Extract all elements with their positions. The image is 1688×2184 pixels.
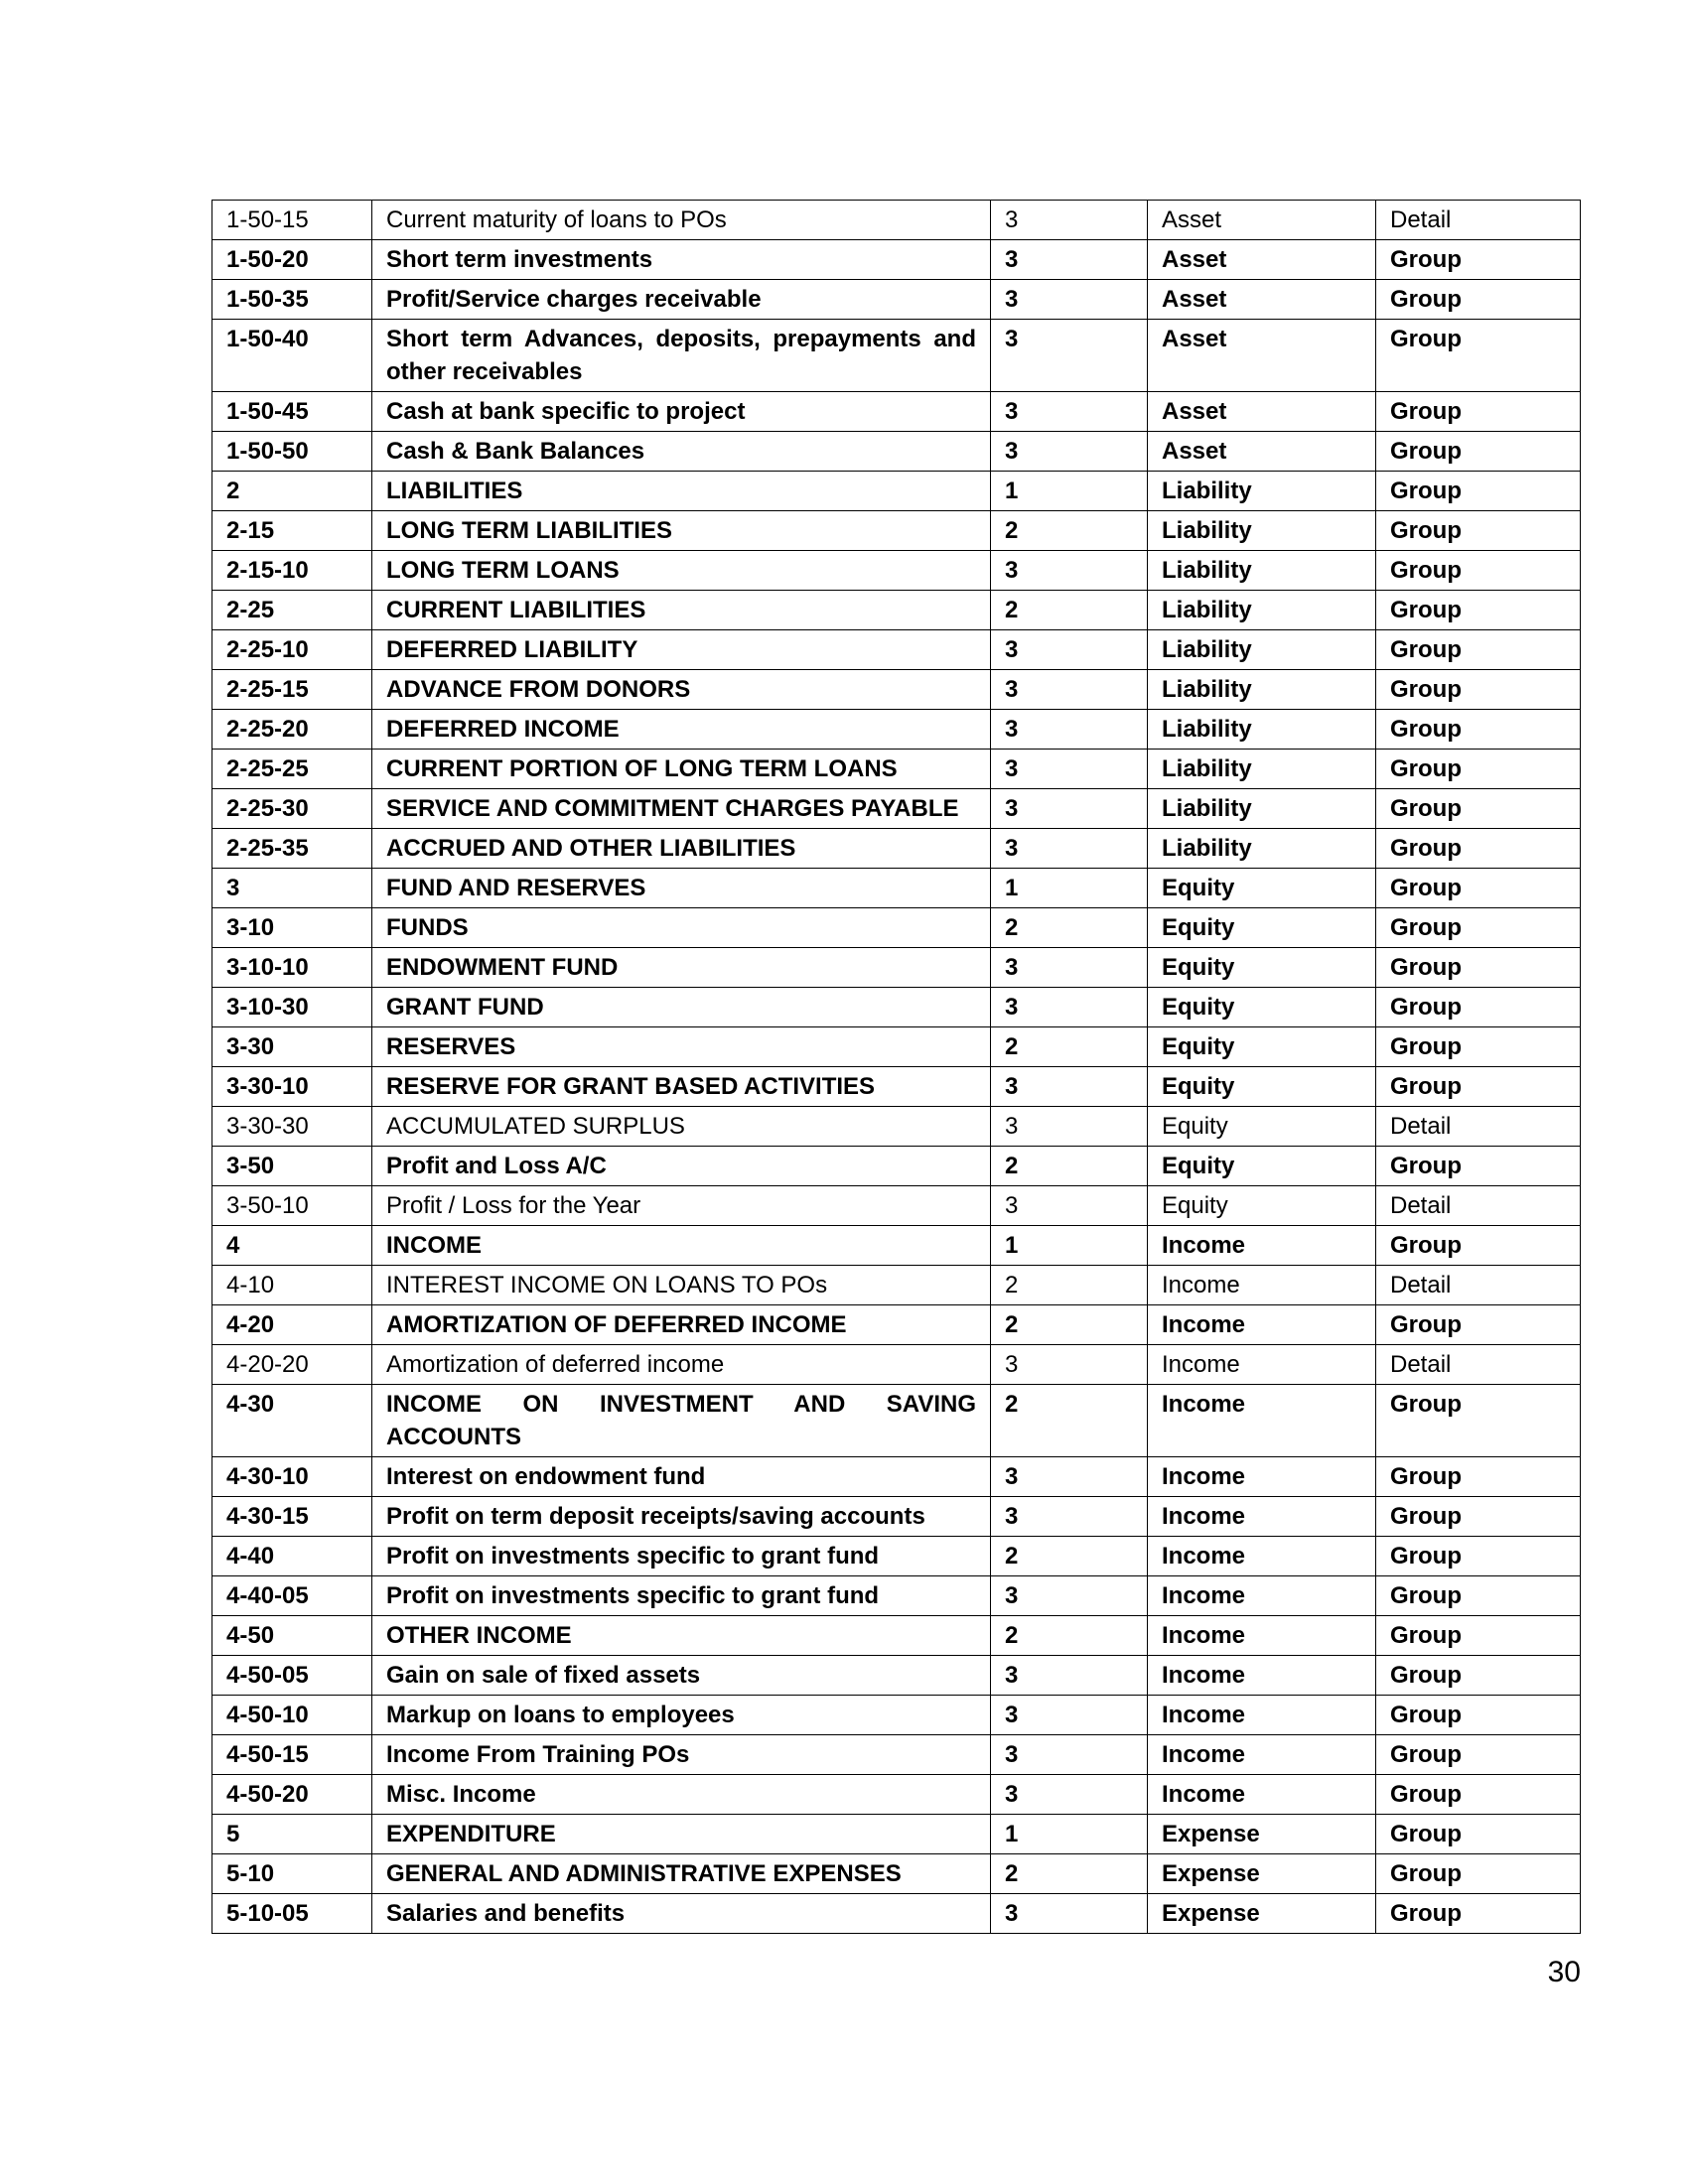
account-code-cell: 3-30	[212, 1027, 372, 1067]
table-row	[212, 1735, 1581, 1775]
account-kind-cell: Group	[1376, 1576, 1581, 1616]
account-code-cell: 1-50-45	[212, 392, 372, 432]
account-kind-cell: Group	[1376, 1305, 1581, 1345]
account-code-cell: 3-10	[212, 908, 372, 948]
chart-of-accounts-table	[211, 200, 1581, 1934]
account-type-cell: Income	[1148, 1616, 1376, 1656]
account-code-cell: 4-50-10	[212, 1696, 372, 1735]
account-description-cell: INCOME	[372, 1226, 991, 1266]
table-row	[212, 591, 1581, 630]
account-code-cell: 5-10	[212, 1854, 372, 1894]
account-kind-cell: Detail	[1376, 1186, 1581, 1226]
account-type-cell: Equity	[1148, 948, 1376, 988]
account-kind-cell: Group	[1376, 789, 1581, 829]
account-description-cell: AMORTIZATION OF DEFERRED INCOME	[372, 1305, 991, 1345]
table-row	[212, 1497, 1581, 1537]
account-kind-cell: Group	[1376, 1854, 1581, 1894]
account-type-cell: Liability	[1148, 630, 1376, 670]
account-level-cell: 3	[991, 1186, 1148, 1226]
account-type-cell: Equity	[1148, 1147, 1376, 1186]
account-level-cell: 3	[991, 551, 1148, 591]
account-level-cell: 3	[991, 201, 1148, 240]
account-kind-cell: Group	[1376, 1894, 1581, 1934]
account-level-cell: 3	[991, 1894, 1148, 1934]
account-type-cell: Asset	[1148, 201, 1376, 240]
account-code-cell: 3-50	[212, 1147, 372, 1186]
account-description-cell: Profit on investments specific to grant fund	[372, 1576, 991, 1616]
account-code-cell: 4-40-05	[212, 1576, 372, 1616]
account-level-cell: 3	[991, 320, 1148, 392]
account-kind-cell: Group	[1376, 591, 1581, 630]
account-kind-cell: Group	[1376, 1147, 1581, 1186]
account-code-cell: 3-10-10	[212, 948, 372, 988]
account-type-cell: Liability	[1148, 670, 1376, 710]
table-row	[212, 1537, 1581, 1576]
account-code-cell: 3	[212, 869, 372, 908]
account-description-cell: CURRENT LIABILITIES	[372, 591, 991, 630]
account-description-cell: OTHER INCOME	[372, 1616, 991, 1656]
account-code-cell: 1-50-15	[212, 201, 372, 240]
account-level-cell: 3	[991, 392, 1148, 432]
account-description-cell: Profit / Loss for the Year	[372, 1186, 991, 1226]
account-kind-cell: Group	[1376, 908, 1581, 948]
account-code-cell: 2-25-15	[212, 670, 372, 710]
account-code-cell: 1-50-35	[212, 280, 372, 320]
account-description-cell: FUNDS	[372, 908, 991, 948]
table-row	[212, 948, 1581, 988]
account-kind-cell: Group	[1376, 988, 1581, 1027]
account-level-cell: 2	[991, 1027, 1148, 1067]
account-description-cell: ADVANCE FROM DONORS	[372, 670, 991, 710]
account-description-cell: LONG TERM LOANS	[372, 551, 991, 591]
table-row	[212, 392, 1581, 432]
account-level-cell: 3	[991, 1107, 1148, 1147]
account-type-cell: Income	[1148, 1497, 1376, 1537]
account-kind-cell: Group	[1376, 320, 1581, 392]
table-row	[212, 432, 1581, 472]
account-level-cell: 3	[991, 1067, 1148, 1107]
account-level-cell: 3	[991, 789, 1148, 829]
account-level-cell: 3	[991, 1497, 1148, 1537]
account-kind-cell: Group	[1376, 280, 1581, 320]
account-code-cell: 2-25-10	[212, 630, 372, 670]
account-type-cell: Equity	[1148, 1067, 1376, 1107]
table-row	[212, 1775, 1581, 1815]
account-description-cell: FUND AND RESERVES	[372, 869, 991, 908]
account-type-cell: Asset	[1148, 280, 1376, 320]
account-description-cell: Interest on endowment fund	[372, 1457, 991, 1497]
account-type-cell: Asset	[1148, 240, 1376, 280]
account-description-cell: INCOME ON INVESTMENT AND SAVING ACCOUNTS	[372, 1385, 991, 1457]
account-kind-cell: Group	[1376, 1497, 1581, 1537]
account-kind-cell: Group	[1376, 670, 1581, 710]
account-kind-cell: Group	[1376, 630, 1581, 670]
account-code-cell: 4-20	[212, 1305, 372, 1345]
account-kind-cell: Group	[1376, 869, 1581, 908]
table-row	[212, 670, 1581, 710]
table-row	[212, 511, 1581, 551]
account-type-cell: Asset	[1148, 320, 1376, 392]
account-description-cell: ACCRUED AND OTHER LIABILITIES	[372, 829, 991, 869]
table-row	[212, 1894, 1581, 1934]
account-kind-cell: Group	[1376, 511, 1581, 551]
account-description-cell: Cash & Bank Balances	[372, 432, 991, 472]
table-row	[212, 1457, 1581, 1497]
account-kind-cell: Group	[1376, 1067, 1581, 1107]
account-level-cell: 2	[991, 1305, 1148, 1345]
table-row	[212, 1385, 1581, 1457]
account-description-cell: CURRENT PORTION OF LONG TERM LOANS	[372, 750, 991, 789]
account-kind-cell: Group	[1376, 551, 1581, 591]
account-type-cell: Income	[1148, 1576, 1376, 1616]
account-description-cell: Income From Training POs	[372, 1735, 991, 1775]
account-kind-cell: Group	[1376, 1226, 1581, 1266]
account-level-cell: 3	[991, 1775, 1148, 1815]
table-row	[212, 280, 1581, 320]
table-row	[212, 240, 1581, 280]
account-kind-cell: Detail	[1376, 1107, 1581, 1147]
account-description-cell: DEFERRED INCOME	[372, 710, 991, 750]
account-level-cell: 3	[991, 1345, 1148, 1385]
account-description-cell: LONG TERM LIABILITIES	[372, 511, 991, 551]
table-row	[212, 869, 1581, 908]
table-row	[212, 1186, 1581, 1226]
account-description-cell: INTEREST INCOME ON LOANS TO POs	[372, 1266, 991, 1305]
account-kind-cell: Group	[1376, 948, 1581, 988]
account-kind-cell: Group	[1376, 1656, 1581, 1696]
account-type-cell: Income	[1148, 1775, 1376, 1815]
account-code-cell: 2	[212, 472, 372, 511]
account-description-cell: Short term investments	[372, 240, 991, 280]
account-level-cell: 3	[991, 1735, 1148, 1775]
table-row	[212, 630, 1581, 670]
account-code-cell: 4	[212, 1226, 372, 1266]
account-type-cell: Liability	[1148, 829, 1376, 869]
account-level-cell: 3	[991, 1576, 1148, 1616]
account-description-cell: GRANT FUND	[372, 988, 991, 1027]
account-kind-cell: Group	[1376, 240, 1581, 280]
account-code-cell: 4-50-05	[212, 1656, 372, 1696]
account-level-cell: 3	[991, 432, 1148, 472]
account-kind-cell: Group	[1376, 1027, 1581, 1067]
account-level-cell: 2	[991, 591, 1148, 630]
account-type-cell: Equity	[1148, 988, 1376, 1027]
account-description-cell: Cash at bank specific to project	[372, 392, 991, 432]
account-code-cell: 1-50-50	[212, 432, 372, 472]
account-level-cell: 3	[991, 1457, 1148, 1497]
table-row	[212, 472, 1581, 511]
account-description-cell: GENERAL AND ADMINISTRATIVE EXPENSES	[372, 1854, 991, 1894]
account-kind-cell: Group	[1376, 1385, 1581, 1457]
account-description-cell: Gain on sale of fixed assets	[372, 1656, 991, 1696]
account-level-cell: 2	[991, 1616, 1148, 1656]
account-description-cell: SERVICE AND COMMITMENT CHARGES PAYABLE	[372, 789, 991, 829]
account-type-cell: Income	[1148, 1457, 1376, 1497]
table-row	[212, 1616, 1581, 1656]
account-kind-cell: Detail	[1376, 201, 1581, 240]
account-type-cell: Income	[1148, 1226, 1376, 1266]
table-row	[212, 1345, 1581, 1385]
account-level-cell: 2	[991, 511, 1148, 551]
account-level-cell: 3	[991, 280, 1148, 320]
account-level-cell: 3	[991, 988, 1148, 1027]
account-level-cell: 1	[991, 869, 1148, 908]
account-level-cell: 3	[991, 630, 1148, 670]
account-kind-cell: Group	[1376, 432, 1581, 472]
account-level-cell: 2	[991, 908, 1148, 948]
account-type-cell: Income	[1148, 1266, 1376, 1305]
account-kind-cell: Group	[1376, 1457, 1581, 1497]
account-description-cell: Misc. Income	[372, 1775, 991, 1815]
account-code-cell: 4-40	[212, 1537, 372, 1576]
table-row	[212, 988, 1581, 1027]
account-code-cell: 2-25-25	[212, 750, 372, 789]
account-level-cell: 3	[991, 750, 1148, 789]
account-type-cell: Liability	[1148, 710, 1376, 750]
account-type-cell: Income	[1148, 1305, 1376, 1345]
account-type-cell: Liability	[1148, 750, 1376, 789]
account-level-cell: 1	[991, 1815, 1148, 1854]
account-code-cell: 4-30-15	[212, 1497, 372, 1537]
account-type-cell: Asset	[1148, 432, 1376, 472]
account-type-cell: Income	[1148, 1735, 1376, 1775]
account-level-cell: 3	[991, 240, 1148, 280]
table-row	[212, 1067, 1581, 1107]
account-type-cell: Expense	[1148, 1894, 1376, 1934]
account-kind-cell: Group	[1376, 750, 1581, 789]
account-code-cell: 4-50-15	[212, 1735, 372, 1775]
account-type-cell: Liability	[1148, 472, 1376, 511]
account-level-cell: 3	[991, 670, 1148, 710]
account-type-cell: Equity	[1148, 869, 1376, 908]
account-description-cell: DEFERRED LIABILITY	[372, 630, 991, 670]
account-kind-cell: Group	[1376, 710, 1581, 750]
account-type-cell: Asset	[1148, 392, 1376, 432]
account-description-cell: RESERVES	[372, 1027, 991, 1067]
account-kind-cell: Group	[1376, 392, 1581, 432]
account-type-cell: Income	[1148, 1696, 1376, 1735]
table-row	[212, 1147, 1581, 1186]
account-type-cell: Liability	[1148, 789, 1376, 829]
table-row	[212, 1027, 1581, 1067]
account-kind-cell: Group	[1376, 472, 1581, 511]
table-row	[212, 1266, 1581, 1305]
account-type-cell: Income	[1148, 1385, 1376, 1457]
account-code-cell: 2-25-30	[212, 789, 372, 829]
table-body	[212, 201, 1581, 1934]
account-code-cell: 4-50-20	[212, 1775, 372, 1815]
account-level-cell: 2	[991, 1147, 1148, 1186]
account-description-cell: Profit on term deposit receipts/saving accounts	[372, 1497, 991, 1537]
account-level-cell: 1	[991, 1226, 1148, 1266]
account-level-cell: 2	[991, 1266, 1148, 1305]
account-kind-cell: Group	[1376, 1616, 1581, 1656]
account-type-cell: Liability	[1148, 591, 1376, 630]
account-code-cell: 2-25-35	[212, 829, 372, 869]
account-level-cell: 2	[991, 1537, 1148, 1576]
account-kind-cell: Group	[1376, 1815, 1581, 1854]
table-row	[212, 789, 1581, 829]
table-row	[212, 710, 1581, 750]
account-code-cell: 5	[212, 1815, 372, 1854]
account-level-cell: 3	[991, 710, 1148, 750]
table-row	[212, 320, 1581, 392]
account-description-cell: Profit/Service charges receivable	[372, 280, 991, 320]
account-code-cell: 1-50-40	[212, 320, 372, 392]
account-description-cell: LIABILITIES	[372, 472, 991, 511]
account-description-cell: Current maturity of loans to POs	[372, 201, 991, 240]
account-type-cell: Liability	[1148, 551, 1376, 591]
table-row	[212, 750, 1581, 789]
table-row	[212, 1696, 1581, 1735]
table-row	[212, 551, 1581, 591]
account-description-cell: Salaries and benefits	[372, 1894, 991, 1934]
account-type-cell: Expense	[1148, 1815, 1376, 1854]
account-description-cell: RESERVE FOR GRANT BASED ACTIVITIES	[372, 1067, 991, 1107]
account-level-cell: 3	[991, 829, 1148, 869]
table-row	[212, 1656, 1581, 1696]
account-code-cell: 3-10-30	[212, 988, 372, 1027]
table-row	[212, 201, 1581, 240]
account-level-cell: 2	[991, 1854, 1148, 1894]
account-type-cell: Equity	[1148, 908, 1376, 948]
page-number: 30	[1547, 1956, 1581, 1988]
account-code-cell: 3-50-10	[212, 1186, 372, 1226]
table-row	[212, 1576, 1581, 1616]
account-level-cell: 3	[991, 948, 1148, 988]
account-code-cell: 2-25-20	[212, 710, 372, 750]
account-kind-cell: Detail	[1376, 1345, 1581, 1385]
table-row	[212, 1305, 1581, 1345]
account-type-cell: Equity	[1148, 1107, 1376, 1147]
account-description-cell: ENDOWMENT FUND	[372, 948, 991, 988]
account-description-cell: Short term Advances, deposits, prepayments and other receivables	[372, 320, 991, 392]
account-description-cell: Markup on loans to employees	[372, 1696, 991, 1735]
account-code-cell: 3-30-10	[212, 1067, 372, 1107]
account-description-cell: EXPENDITURE	[372, 1815, 991, 1854]
account-kind-cell: Group	[1376, 1735, 1581, 1775]
account-type-cell: Income	[1148, 1345, 1376, 1385]
account-description-cell: Profit and Loss A/C	[372, 1147, 991, 1186]
account-code-cell: 2-15-10	[212, 551, 372, 591]
account-code-cell: 4-30	[212, 1385, 372, 1457]
table-row	[212, 829, 1581, 869]
table-row	[212, 1107, 1581, 1147]
account-kind-cell: Detail	[1376, 1266, 1581, 1305]
account-kind-cell: Group	[1376, 1537, 1581, 1576]
table-row	[212, 1815, 1581, 1854]
account-code-cell: 1-50-20	[212, 240, 372, 280]
account-code-cell: 4-10	[212, 1266, 372, 1305]
account-type-cell: Income	[1148, 1537, 1376, 1576]
account-code-cell: 4-30-10	[212, 1457, 372, 1497]
account-type-cell: Income	[1148, 1656, 1376, 1696]
table-row	[212, 1226, 1581, 1266]
account-level-cell: 3	[991, 1656, 1148, 1696]
account-code-cell: 2-15	[212, 511, 372, 551]
account-level-cell: 2	[991, 1385, 1148, 1457]
account-description-cell: Amortization of deferred income	[372, 1345, 991, 1385]
account-kind-cell: Group	[1376, 829, 1581, 869]
table-row	[212, 908, 1581, 948]
account-code-cell: 2-25	[212, 591, 372, 630]
table-row	[212, 1854, 1581, 1894]
account-level-cell: 3	[991, 1696, 1148, 1735]
account-code-cell: 3-30-30	[212, 1107, 372, 1147]
account-code-cell: 4-20-20	[212, 1345, 372, 1385]
account-kind-cell: Group	[1376, 1696, 1581, 1735]
account-type-cell: Equity	[1148, 1027, 1376, 1067]
account-type-cell: Liability	[1148, 511, 1376, 551]
account-kind-cell: Group	[1376, 1775, 1581, 1815]
account-description-cell: ACCUMULATED SURPLUS	[372, 1107, 991, 1147]
account-type-cell: Equity	[1148, 1186, 1376, 1226]
account-type-cell: Expense	[1148, 1854, 1376, 1894]
account-description-cell: Profit on investments specific to grant fund	[372, 1537, 991, 1576]
account-code-cell: 5-10-05	[212, 1894, 372, 1934]
account-code-cell: 4-50	[212, 1616, 372, 1656]
account-level-cell: 1	[991, 472, 1148, 511]
